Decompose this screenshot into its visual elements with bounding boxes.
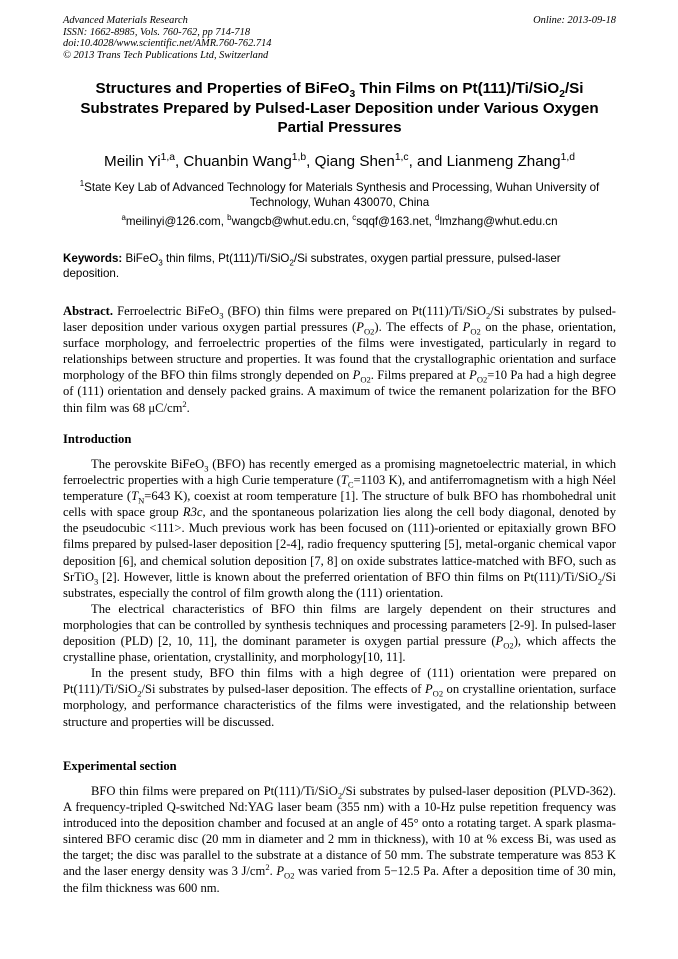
paragraph: In the present study, BFO thin films with a high degree of (111) orientation were prepared on Pt(111)/Ti/SiO$_2$/Si substrates by pulsed-laser deposition. The effects of $P_{O2}$ on crystalline orientation, surface morphology, and performance characteristics of the films were investigated, and the relationship between structure and properties will be discussed. bbox=[63, 666, 616, 729]
author-name: Qiang Shen bbox=[314, 153, 395, 170]
affiliation: $^1$State Key Lab of Advanced Technology for Materials Synthesis and Processing, Wuhan University of Technology, Wuhan 430070, China bbox=[79, 179, 600, 209]
email-list: $^a$meilinyi@126.com, $^b$wangcb@whut.edu.cn, $^c$sqqf@163.net, $^d$lmzhang@whut.edu.cn bbox=[121, 213, 558, 228]
email-address: lmzhang@whut.edu.cn bbox=[439, 215, 558, 228]
section-heading-introduction: Introduction bbox=[63, 432, 132, 446]
author-name: Lianmeng Zhang bbox=[446, 153, 561, 170]
abstract-label: Abstract. bbox=[63, 304, 114, 318]
journal-header bbox=[63, 15, 616, 61]
keywords-label: Keywords: bbox=[63, 252, 123, 265]
paragraph: The perovskite BiFeO$_3$ (BFO) has recently emerged as a promising magnetoelectric material, in which ferroelectric properties with a high Curie temperature ($T_C=1103$ K), and antiferromagnetism with a high Néel temperature ($T_N=643$ K), coexist at room temperature [1]. The structure of bulk BFO has rhombohedral unit cells with space group R3c, and the spontaneous polarization lies along the cell body diagonal, denoted by the pseudocubic <111>. Much previous work has been focused on (111)-oriented or epitaxially grown BFO films prepared by pulsed-laser deposition [2-4], radio frequency sputtering [5], metal-organic chemical vapor deposition [6], and chemical solution deposition [7, 8] on oxide substrates lattice-matched with BFO, such as SrTiO$_3$ [2]. However, little is known about the preferred orientation of BFO thin films on Pt(111)/Ti/SiO$_2$/Si substrates, especially the control of film growth along the (111) orientation. bbox=[63, 457, 616, 600]
paragraph: The electrical characteristics of BFO thin films are largely dependent on their structures and morphologies that can be controlled by synthesis techniques and processing parameters [2-9]. In pulsed-laser deposition (PLD) [2, 10, 11], the dominant parameter is oxygen partial pressure $(P_{O2})$, which affects the crystalline phase, orientation, crystallinity, and morphology[10, 11]. bbox=[63, 601, 617, 665]
abstract: Abstract. Ferroelectric BiFeO$_3$ (BFO) thin films were prepared on Pt(111)/Ti/SiO$_2$/Si substrates by pulsed-laser deposition under various oxygen partial pressures $(P_{O2})$. The effects of $P_{O2}$ on the phase, orientation, surface morphology, and ferroelectric properties of the films were investigated, particularly in regard to relationships between structure and properties. It was found that the crystallographic orientation and surface morphology of the BFO thin films strongly depended on $P_{O2}$. Films prepared at $P_{O2}=10$ Pa had a high degree of (111) orientation and densely packed grains. A maximum of twice the remanent polarization for the BFO thin film was 68 $\mu C/cm^2$. bbox=[63, 304, 617, 415]
section-heading-experimental: Experimental section bbox=[63, 759, 177, 773]
journal-name: Advanced Materials Research bbox=[63, 15, 188, 26]
author-name: Meilin Yi bbox=[104, 153, 161, 170]
author-name: Chuanbin Wang bbox=[183, 153, 292, 170]
paragraph: BFO thin films were prepared on Pt(111)/Ti/SiO$_2$/Si substrates by pulsed-laser deposition (PLVD-362). A frequency-tripled Q-switched Nd:YAG laser beam (355 nm) with a 10-Hz pulse repetition frequency was introduced into the deposition chamber and focused at an angle of 45° onto a rotating target. A spark plasma-sintered BFO ceramic disc (20 mm in diameter and 2 mm in thickness), with 10 at % excess Bi, was used as the target; the disc was parallel to the substrate at a distance of 50 mm. The substrate temperature was 853 K and the laser energy density was 3 $J/cm^2$. $P_{O2}$ was varied from 5−12.5 Pa. After a deposition time of 30 min, the film thickness was 600 nm. bbox=[63, 784, 617, 895]
paper-title: Structures and Properties of BiFeO$_3$ Thin Films on Pt(111)/Ti/SiO$_2$/Si Substrates Prepared by Pulsed-Laser Deposition under Various Oxygen Partial Pressures bbox=[80, 80, 599, 136]
online-date: Online: 2013-09-18 bbox=[533, 15, 616, 26]
introduction-body bbox=[63, 456, 616, 730]
email-address: sqqf@163.net bbox=[356, 215, 429, 228]
doi-line: doi:10.4028/www.scientific.net/AMR.760-762.714 bbox=[63, 38, 272, 50]
experimental-body bbox=[63, 783, 616, 896]
email-address: wangcb@whut.edu.cn bbox=[231, 215, 346, 228]
copyright-line: © 2013 Trans Tech Publications Ltd, Switzerland bbox=[63, 49, 269, 61]
keywords: Keywords: BiFeO$_3$ thin films, Pt(111)/Ti/SiO$_2$/Si substrates, oxygen partial pressure, pulsed-laser deposition. bbox=[63, 252, 561, 281]
email-address: meilinyi@126.com bbox=[125, 215, 221, 228]
issn-line: ISSN: 1662-8985, Vols. 760-762, pp 714-718 bbox=[63, 26, 251, 38]
author-list: Meilin Yi$^{1,a}$, Chuanbin Wang$^{1,b}$, Qiang Shen$^{1,c}$, and Lianmeng Zhang$^{1,d}$ bbox=[104, 151, 575, 170]
